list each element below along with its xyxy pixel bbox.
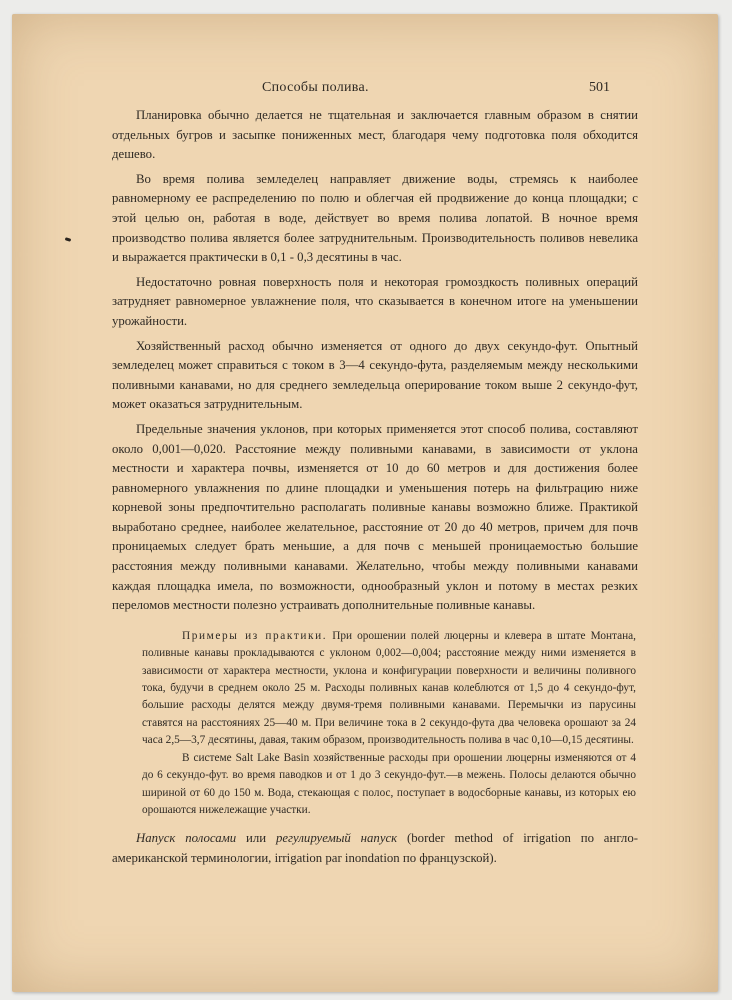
paragraph-1: Планировка обычно делается не тщательная и заключается главным образом в снятии отдельных бугров и засыпке пониженных мест, благодаря чему подготовка поля обходится дешево.	[112, 108, 638, 162]
examples-heading: Примеры из практики.	[182, 629, 328, 642]
joiner: или	[236, 831, 276, 846]
examples-block	[112, 628, 638, 819]
term-2: регулируемый напуск	[275, 831, 398, 846]
page-sheet	[12, 14, 718, 992]
ink-mark	[65, 237, 72, 242]
paragraph-4: Хозяйственный расход обычно изменяется от одного до двух секундо-фут. Опытный земледелец может справиться с током в 3—4 секундо-фута, разделяемым между несколькими поливными канавами, но для среднего земледельца оперирование током выше 2 секундо-фут, может оказаться затруднительным.	[112, 338, 638, 412]
paragraph-3: Недостаточно ровная поверхность поля и некоторая громоздкость поливных операций затрудняет равномерное увлажнение поля, что сказывается в конечном итоге на уменьшении урожайности.	[112, 274, 638, 328]
final-rest: (border method of irrigation по англо-американской терминологии, irrigation par inondation по французской).	[112, 831, 638, 865]
running-title: Способы полива.	[262, 80, 369, 95]
example-2: В системе Salt Lake Basin хозяйственные расходы при орошении люцерны изменяются от 4 до 6 секундо-фут. во время паводков и от 1 до 3 секундо-фут.—в межень. Полосы делаются обычно шириной от 60 до 150 м. Вода, стекающая с полос, поступает в водосборные канавы, из которых ею орошаются нижележащие участки.	[142, 751, 636, 816]
example-1	[142, 628, 636, 750]
paragraph-2: Во время полива земледелец направляет движение воды, стремясь к наиболее равномерному ее распределению по полю и облегчая ей продвижение до конца площадки; с этой целью он, работая в воде, действует во время полива лопатой. В ночное время производство полива является более затруднительным. Производительность поливов невелика и выражается практически в 0,1 - 0,3 десятины в час.	[112, 171, 638, 265]
page-header	[12, 80, 718, 102]
final-paragraph	[112, 829, 638, 868]
term-1: Напуск полосами	[136, 831, 237, 846]
paragraph-5: Предельные значения уклонов, при которых применяется этот способ полива, составляют около 0,001—0,020. Расстояние между поливными канавами, в зависимости от уклона местности и характера почвы, изменяется от 10 до 60 метров и для достижения более равномерного увлажнения по длине площадки и уменьшения потерь на фильтрацию ниже корневой зоны предпочтительно располагать поливные канавы возможно ближе. Практикой выработано среднее, наиболее желательное, расстояние от 20 до 40 метров, причем для почв проницаемых следует брать меньшие, а для почв с меньшей проницаемостью большие расстояния между поливными канавами. Желательно, чтобы между поливными канавами каждая площадка имела, по возможности, однообразный уклон и потому в местах резких переломов местности полезно устраивать дополнительные поливные канавы.	[112, 421, 638, 613]
page-number: 501	[589, 80, 610, 95]
example-1-text: При орошении полей люцерны и клевера в штате Монтана, поливные канавы прокладываются с уклоном 0,002—0,004; расстояние между ними изменяется в зависимости от характера местности, уклона и конфигурации поверхности и величины поливного тока, будучи в среднем около 25 м. Расходы поливных канав колеблются от 1,5 до 4 секундо-фут, большие расходы делятся между двумя-тремя поливными канавами. Перемычки из парусины ставятся на расстояниях 25—40 м. При величине тока в 2 секундо-фута два человека орошают за 24 часа 2,5—3,7 десятины, давая, таким образом, производительность полива в час 0,10—0,15 десятины.	[142, 629, 636, 747]
body-text	[112, 106, 638, 874]
